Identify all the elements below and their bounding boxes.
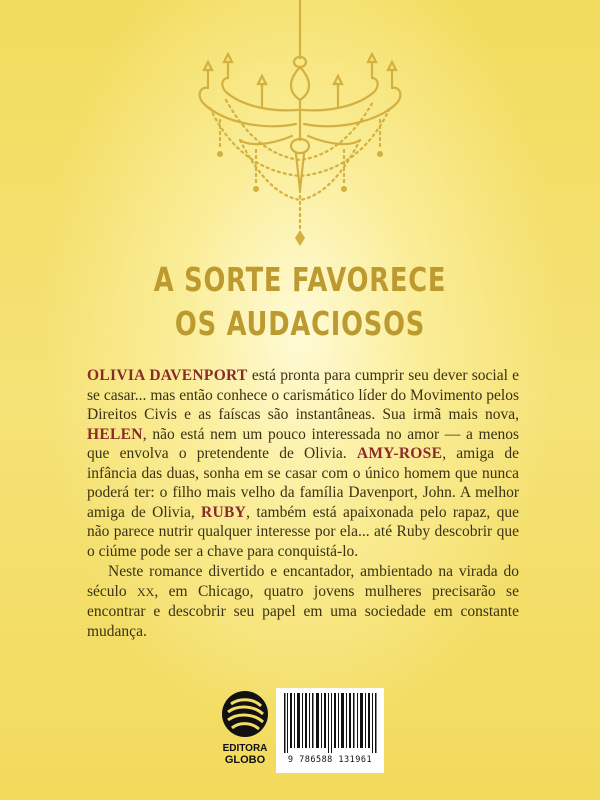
publisher-logo (219, 688, 271, 773)
publisher-name-line-1: EDITORA (222, 743, 268, 754)
synopsis-text: , também está apaixonada pelo rapaz, que não parece nutrir qualquer interesse por ela... até Ruby descobrir que o ciúme pode ser a chave para conquistá-lo. (87, 503, 519, 560)
synopsis-text: Neste romance divertido e encantador, ambientado na virada do século (87, 563, 519, 600)
synopsis-text: , amiga de infância das duas, sonha em se casar com o único homem que nunca poderá ter: o filho mais velho da família Davenport, John. A melhor amiga de Olivia, (87, 445, 519, 521)
isbn-number: 9 786588 131961 (287, 755, 373, 765)
barcode (276, 688, 384, 773)
character-name-amy-rose: AMY-ROSE (356, 445, 443, 462)
synopsis (87, 366, 519, 641)
globo-logo-icon (222, 691, 268, 737)
barcode-bars (282, 693, 378, 753)
synopsis-text: , não está nem um pouco interessada no amor — a menos que envolva o pretendente de Olivia. (87, 425, 519, 462)
chandelier-icon (170, 0, 430, 250)
book-title (66, 258, 534, 346)
character-name-helen: HELEN (87, 425, 143, 443)
synopsis-paragraph-2 (87, 562, 519, 641)
synopsis-text: , em Chicago, quatro jovens mulheres precisarão se encontrar e descobrir seu papel em uma sociedade em constante mudança. (87, 582, 519, 640)
synopsis-text: está pronta para cumprir seu dever social e se casar... mas então conhece o carismático líder do Movimento pelos Direitos Civis e as faíscas são instantâneas. Sua irmã mais nova, (87, 367, 519, 423)
synopsis-paragraph-1 (87, 366, 519, 561)
title-line-1: A SORTE FAVORECE (153, 260, 447, 299)
title-line-2: OS AUDACIOSOS (174, 304, 426, 343)
character-name-olivia: OLIVIA DAVENPORT (87, 367, 248, 384)
century-text: XX (137, 584, 155, 599)
publisher-name-line-2: GLOBO (224, 754, 266, 766)
character-name-ruby: RUBY (201, 503, 247, 521)
